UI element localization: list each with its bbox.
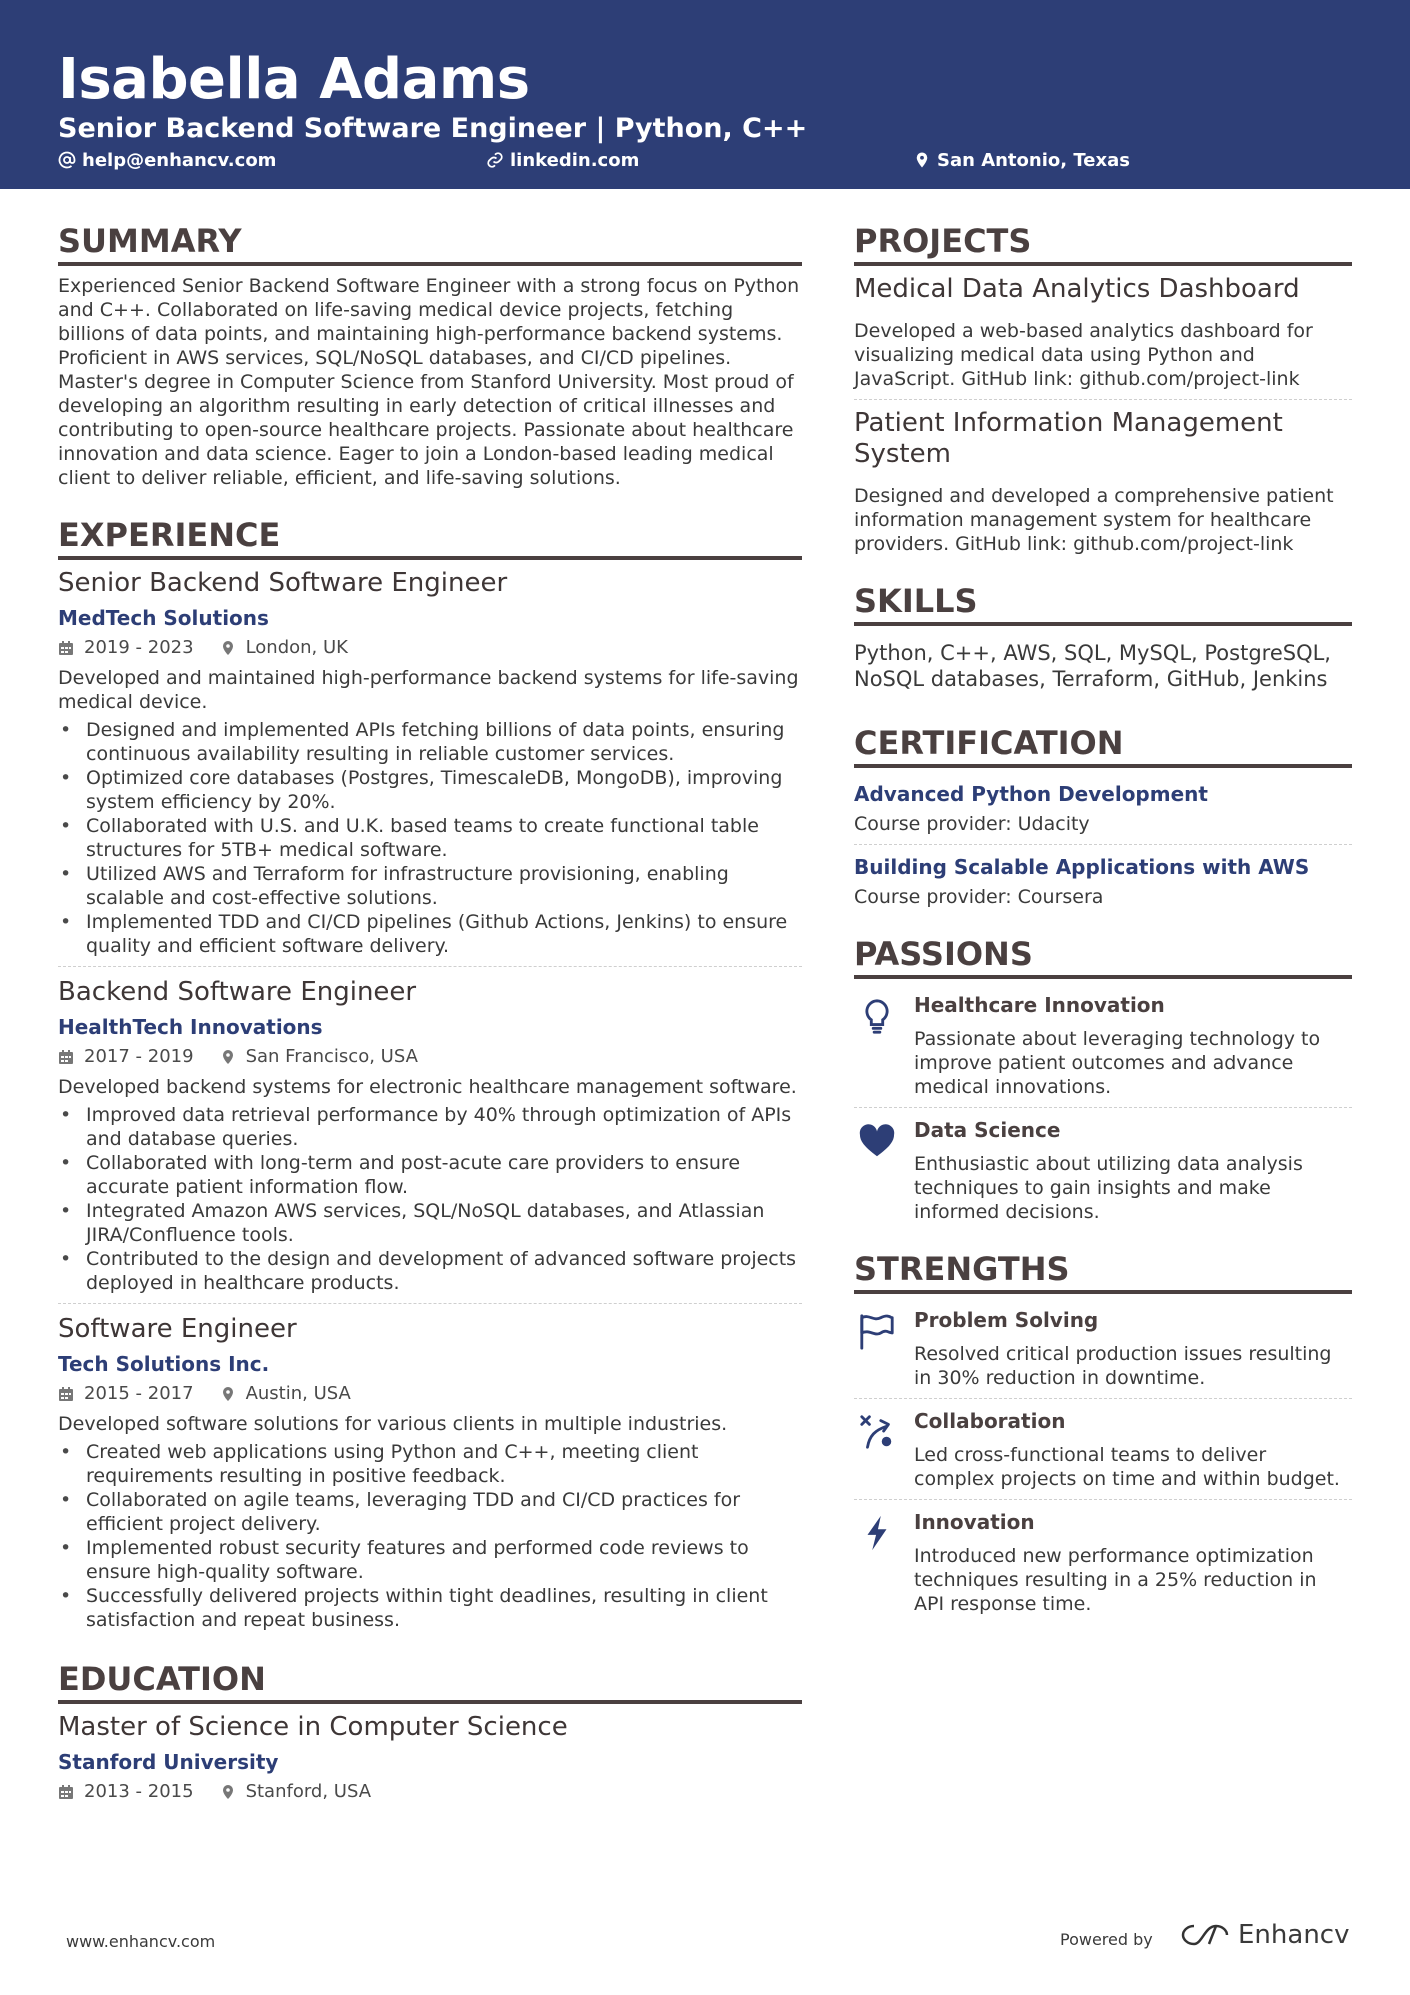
strength-description: Resolved critical production issues resulting in 30% reduction in downtime. xyxy=(914,1343,1332,1389)
project-item xyxy=(854,408,1352,556)
job-bullet: • Implemented TDD and CI/CD pipelines (Github Actions, Jenkins) to ensure quality and efficient software delivery. xyxy=(58,910,802,958)
job-bullet: • Integrated Amazon AWS services, SQL/NoSQL databases, and Atlassian JIRA/Confluence tools. xyxy=(58,1199,802,1247)
calendar-icon xyxy=(58,1049,74,1065)
certification-title: Building Scalable Applications with AWS xyxy=(854,855,1310,879)
passions-heading: PASSIONS xyxy=(854,933,1352,979)
job-location-text: Austin, USA xyxy=(245,1383,351,1404)
summary-section xyxy=(58,220,802,490)
certification-provider: Course provider: Udacity xyxy=(854,813,1090,835)
job-meta xyxy=(58,1382,802,1406)
education-location xyxy=(220,1780,371,1804)
strength-item xyxy=(854,1508,1352,1616)
passion-description: Enthusiastic about utilizing data analysis techniques to gain insights and make informed decisions. xyxy=(914,1153,1303,1223)
contact-linkedin-text: linkedin.com xyxy=(510,149,640,171)
contact-linkedin[interactable] xyxy=(486,148,639,172)
left-column xyxy=(58,220,802,1804)
education-heading: EDUCATION xyxy=(58,1658,802,1704)
enhancv-brand-text: Enhancv xyxy=(1238,1920,1350,1950)
job-dates-text: 2017 - 2019 xyxy=(84,1046,194,1067)
calendar-icon xyxy=(58,1386,74,1402)
link-icon xyxy=(486,151,504,169)
job-bullet: • Collaborated on agile teams, leveraging TDD and CI/CD practices for efficient project delivery. xyxy=(58,1488,802,1536)
strength-title: Problem Solving xyxy=(914,1308,1099,1332)
strength-description: Introduced new performance optimization techniques resulting in a 25% reduction in API response time. xyxy=(914,1545,1317,1615)
divider xyxy=(58,1303,802,1304)
contact-email[interactable] xyxy=(58,148,276,172)
passion-title: Data Science xyxy=(914,1118,1061,1142)
contact-location-text: San Antonio, Texas xyxy=(937,149,1130,171)
job-bullets xyxy=(58,1440,802,1632)
job-dates xyxy=(58,1045,194,1069)
job-bullet: • Collaborated with long-term and post-acute care providers to ensure accurate patient information flow. xyxy=(58,1151,802,1199)
job-location-text: London, UK xyxy=(245,637,348,658)
job-meta xyxy=(58,1045,802,1069)
job-title: Senior Backend Software Engineer xyxy=(58,568,508,598)
projects-section xyxy=(854,220,1352,556)
education-dates-text: 2013 - 2015 xyxy=(84,1781,194,1802)
enhancv-logo-icon xyxy=(1180,1922,1230,1948)
skills-heading: SKILLS xyxy=(854,580,1352,626)
strengths-section xyxy=(854,1248,1352,1616)
experience-section xyxy=(58,514,802,1632)
passions-section xyxy=(854,933,1352,1224)
education-location-text: Stanford, USA xyxy=(245,1781,372,1802)
flag-icon xyxy=(858,1312,896,1350)
certification-heading: CERTIFICATION xyxy=(854,722,1352,768)
experience-heading: EXPERIENCE xyxy=(58,514,802,560)
passion-title: Healthcare Innovation xyxy=(914,993,1165,1017)
powered-by-label: Powered by xyxy=(1060,1930,1153,1949)
strength-title: Innovation xyxy=(914,1510,1035,1534)
job-bullet: • Improved data retrieval performance by 40% through optimization of APIs and database queries. xyxy=(58,1103,802,1151)
job-dates xyxy=(58,1382,194,1406)
divider xyxy=(58,966,802,967)
project-description: Designed and developed a comprehensive patient information management system for healthcare providers. GitHub link: github.com/project-link xyxy=(854,485,1334,555)
job-bullet: • Contributed to the design and development of advanced software projects deployed in healthcare products. xyxy=(58,1247,802,1295)
job-location xyxy=(220,636,348,660)
at-sign-icon xyxy=(58,151,76,169)
certification-title: Advanced Python Development xyxy=(854,782,1208,806)
certification-section xyxy=(854,722,1352,909)
education-section xyxy=(58,1658,802,1804)
job-bullet: • Optimized core databases (Postgres, TimescaleDB, MongoDB), improving system efficiency by 20%. xyxy=(58,766,802,814)
job-bullet: • Designed and implemented APIs fetching billions of data points, ensuring continuous availability resulting in reliable customer services. xyxy=(58,718,802,766)
strategy-icon xyxy=(858,1413,896,1451)
passion-description: Passionate about leveraging technology to improve patient outcomes and advance medical innovations. xyxy=(914,1028,1321,1098)
job-description: Developed and maintained high-performance backend systems for life-saving medical device. xyxy=(58,667,799,713)
calendar-icon xyxy=(58,1784,74,1800)
summary-heading: SUMMARY xyxy=(58,220,802,266)
project-title: Patient Information Management System xyxy=(854,408,1283,469)
candidate-headline: Senior Backend Software Engineer | Python, C++ xyxy=(58,113,808,144)
projects-heading: PROJECTS xyxy=(854,220,1352,266)
right-column xyxy=(854,220,1352,1616)
experience-entry xyxy=(58,1312,802,1632)
job-meta xyxy=(58,636,802,660)
passion-item xyxy=(854,991,1352,1099)
map-pin-icon xyxy=(220,640,236,656)
passion-item xyxy=(854,1116,1352,1224)
contact-location xyxy=(913,148,1130,172)
job-location-text: San Francisco, USA xyxy=(245,1046,418,1067)
job-title: Software Engineer xyxy=(58,1314,297,1344)
job-bullets xyxy=(58,1103,802,1295)
job-bullets xyxy=(58,718,802,958)
contact-email-text: help@enhancv.com xyxy=(82,149,277,171)
footer-website[interactable]: www.enhancv.com xyxy=(66,1932,216,1951)
job-dates xyxy=(58,636,194,660)
education-dates xyxy=(58,1780,194,1804)
heart-icon xyxy=(858,1122,896,1160)
divider xyxy=(854,1398,1352,1399)
company-name: Tech Solutions Inc. xyxy=(58,1352,270,1376)
job-dates-text: 2015 - 2017 xyxy=(84,1383,194,1404)
company-name: MedTech Solutions xyxy=(58,606,269,630)
project-title: Medical Data Analytics Dashboard xyxy=(854,274,1300,304)
enhancv-logo[interactable] xyxy=(1180,1920,1349,1950)
strength-title: Collaboration xyxy=(914,1409,1066,1433)
skills-section xyxy=(854,580,1352,692)
strength-description: Led cross-functional teams to deliver complex projects on time and within budget. xyxy=(914,1444,1340,1490)
divider xyxy=(854,399,1352,400)
job-dates-text: 2019 - 2023 xyxy=(84,637,194,658)
calendar-icon xyxy=(58,640,74,656)
company-name: HealthTech Innovations xyxy=(58,1015,323,1039)
summary-text: Experienced Senior Backend Software Engineer with a strong focus on Python and C++. Collaborated on life-saving medical device projects, fetching billions of data points, and maintaining high-performance backend systems. Proficient in AWS services, SQL/NoSQL databases, and CI/CD pipelines. Master's degree in Computer Science from Stanford University. Most proud of developing an algorithm resulting in early detection of critical illnesses and contributing to open-source healthcare projects. Passionate about healthcare innovation and data science. Eager to join a London-based leading medical client to deliver reliable, efficient, and life-saving solutions. xyxy=(58,275,800,489)
job-bullet: • Successfully delivered projects within tight deadlines, resulting in client satisfaction and repeat business. xyxy=(58,1584,802,1632)
strengths-heading: STRENGTHS xyxy=(854,1248,1352,1294)
job-bullet: • Collaborated with U.S. and U.K. based teams to create functional table structures for 5TB+ medical software. xyxy=(58,814,802,862)
map-pin-icon xyxy=(220,1386,236,1402)
job-title: Backend Software Engineer xyxy=(58,977,417,1007)
experience-entry xyxy=(58,566,802,958)
divider xyxy=(854,1107,1352,1108)
project-description: Developed a web-based analytics dashboard for visualizing medical data using Python and JavaScript. GitHub link: github.com/project-link xyxy=(854,320,1313,390)
skills-list: Python, C++, AWS, SQL, MySQL, PostgreSQL, NoSQL databases, Terraform, GitHub, Jenkins xyxy=(854,641,1331,691)
strength-item xyxy=(854,1306,1352,1390)
job-location xyxy=(220,1382,351,1406)
job-bullet: • Created web applications using Python and C++, meeting client requirements resulting in positive feedback. xyxy=(58,1440,802,1488)
job-location xyxy=(220,1045,418,1069)
divider xyxy=(854,844,1352,845)
resume-header xyxy=(0,0,1410,189)
job-bullet: • Implemented robust security features and performed code reviews to ensure high-quality software. xyxy=(58,1536,802,1584)
lightbulb-icon xyxy=(858,997,896,1035)
strength-item xyxy=(854,1407,1352,1491)
candidate-name: Isabella Adams xyxy=(58,47,530,112)
map-pin-icon xyxy=(220,1784,236,1800)
map-pin-icon xyxy=(220,1049,236,1065)
divider xyxy=(854,1499,1352,1500)
job-description: Developed software solutions for various clients in multiple industries. xyxy=(58,1413,728,1435)
job-description: Developed backend systems for electronic healthcare management software. xyxy=(58,1076,797,1098)
lightning-icon xyxy=(858,1514,896,1552)
job-bullet: • Utilized AWS and Terraform for infrastructure provisioning, enabling scalable and cost-effective solutions. xyxy=(58,862,802,910)
degree-title: Master of Science in Computer Science xyxy=(58,1712,568,1742)
experience-entry xyxy=(58,975,802,1295)
certification-provider: Course provider: Coursera xyxy=(854,886,1104,908)
education-meta xyxy=(58,1780,802,1804)
map-pin-icon xyxy=(913,151,931,169)
school-name: Stanford University xyxy=(58,1750,279,1774)
project-item xyxy=(854,274,1352,391)
